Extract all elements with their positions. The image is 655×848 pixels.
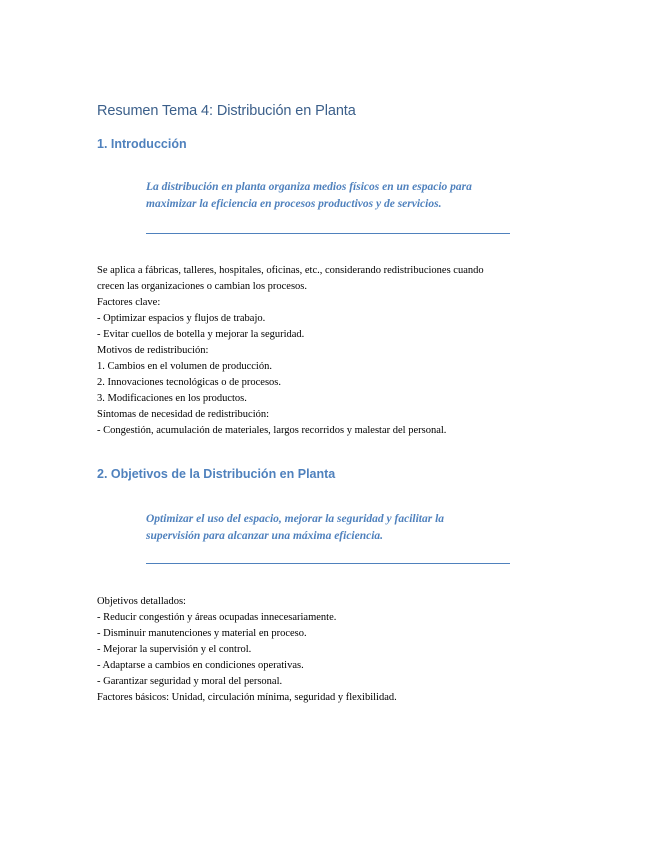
- body-line: 2. Innovaciones tecnológicas o de procesos.: [97, 377, 281, 388]
- objetivos-quote: [146, 511, 516, 545]
- quote-line: maximizar la eficiencia en procesos productivos y de servicios.: [146, 198, 442, 210]
- body-line: 1. Cambios en el volumen de producción.: [97, 361, 272, 372]
- body-line: - Adaptarse a cambios en condiciones operativas.: [97, 660, 304, 671]
- body-line: Motivos de redistribución:: [97, 345, 209, 356]
- body-line: - Garantizar seguridad y moral del personal.: [97, 676, 283, 687]
- body-line: Factores clave:: [97, 297, 161, 308]
- body-line: crecen las organizaciones o cambian los procesos.: [97, 281, 308, 292]
- body-line: 3. Modificaciones en los productos.: [97, 393, 247, 404]
- body-line: - Disminuir manutenciones y material en proceso.: [97, 628, 307, 639]
- body-line: Objetivos detallados:: [97, 596, 186, 607]
- quote-divider: [146, 233, 510, 234]
- body-line: Síntomas de necesidad de redistribución:: [97, 409, 270, 420]
- intro-quote: [146, 179, 516, 213]
- body-line: - Congestión, acumulación de materiales, largos recorridos y malestar del personal.: [97, 425, 447, 436]
- body-line: - Optimizar espacios y flujos de trabajo.: [97, 313, 266, 324]
- body-line: Se aplica a fábricas, talleres, hospitales, oficinas, etc., considerando redistribuciones cuando: [97, 265, 484, 276]
- section-heading-objetivos: 2. Objetivos de la Distribución en Planta: [97, 467, 336, 481]
- quote-divider: [146, 563, 510, 564]
- body-line: - Reducir congestión y áreas ocupadas innecesariamente.: [97, 612, 337, 623]
- quote-line: supervisión para alcanzar una máxima eficiencia.: [146, 530, 384, 542]
- body-line: Factores básicos: Unidad, circulación mínima, seguridad y flexibilidad.: [97, 692, 397, 703]
- objetivos-body: [97, 594, 567, 706]
- quote-line: Optimizar el uso del espacio, mejorar la seguridad y facilitar la: [146, 513, 445, 525]
- document-title: Resumen Tema 4: Distribución en Planta: [97, 103, 356, 119]
- quote-line: La distribución en planta organiza medios físicos en un espacio para: [146, 181, 472, 193]
- body-line: - Evitar cuellos de botella y mejorar la seguridad.: [97, 329, 305, 340]
- section-heading-introduccion: 1. Introducción: [97, 137, 187, 151]
- intro-body: [97, 263, 567, 439]
- body-line: - Mejorar la supervisión y el control.: [97, 644, 252, 655]
